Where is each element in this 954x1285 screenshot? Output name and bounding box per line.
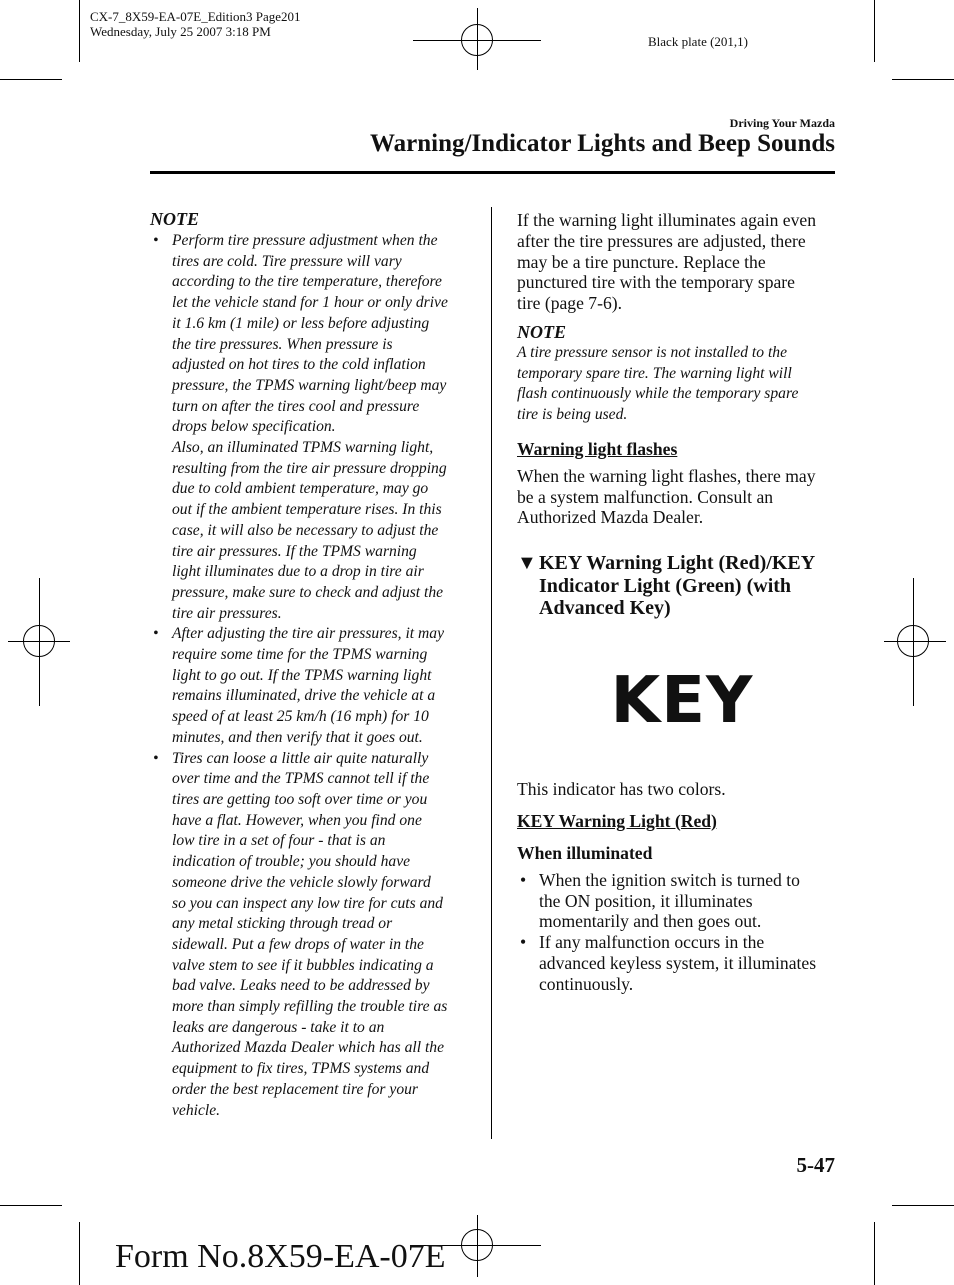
note-bullet-list	[150, 231, 475, 1121]
bullet-line: sidewall. Put a few drops of water in the	[172, 935, 424, 953]
text-line: A tire pressure sensor is not installed to the	[517, 343, 787, 361]
spare-tire-note	[517, 343, 847, 426]
bullet-line: have a flat. However, when you find one	[172, 811, 422, 829]
bullet-line: After adjusting the tire air pressures, it may	[172, 625, 445, 643]
text-line: tire (page 7-6).	[517, 293, 623, 314]
note-title-right: NOTE	[517, 321, 566, 342]
text-line: after the tire pressures are adjusted, there	[517, 230, 806, 251]
key-section-heading	[517, 552, 847, 620]
text-line: punctured tire with the temporary spare	[517, 272, 795, 293]
flash-heading: Warning light flashes	[517, 438, 678, 459]
bullet-line: momentarily and then goes out.	[539, 911, 762, 932]
text-line: may be a tire puncture. Replace the	[517, 251, 766, 272]
text-line: KEY Warning Light (Red)/KEY	[539, 552, 816, 575]
bullet-line: Also, an illuminated TPMS warning light,	[172, 439, 434, 457]
bullet-line: light to go out. If the TPMS warning light	[172, 666, 432, 684]
bullet-line: over time and the TPMS cannot tell if the	[172, 770, 430, 788]
bullet-item	[150, 749, 475, 1122]
text-line: tire is being used.	[517, 406, 628, 424]
text-line: When the warning light flashes, there may	[517, 465, 816, 486]
form-number: Form No.8X59-EA-07E	[115, 1238, 446, 1275]
print-date-line: Wednesday, July 25 2007 3:18 PM	[90, 24, 271, 39]
red-light-heading: KEY Warning Light (Red)	[517, 810, 717, 831]
bullet-line: out if the ambient temperature rises. In this	[172, 501, 442, 519]
page-title: Warning/Indicator Lights and Beep Sounds	[370, 130, 835, 157]
bullet-line: the ON position, it illuminates	[539, 890, 753, 911]
left-column	[150, 209, 475, 1121]
header-rule	[150, 171, 835, 174]
key-warning-icon: KEY	[610, 663, 754, 738]
bullet-line: so you can inspect any low tire for cuts and	[172, 894, 443, 912]
text-line: be a system malfunction. Consult an	[517, 486, 774, 507]
plate-label: Black plate (201,1)	[648, 34, 748, 49]
bullet-line: more than simply refilling the trouble tire as	[172, 998, 448, 1016]
text-line: Indicator Light (Green) (with	[539, 574, 792, 597]
bullet-line: indication of trouble; you should have	[172, 853, 411, 871]
bullet-line: remains illuminated, drive the vehicle at a	[172, 687, 436, 705]
bullet-line: tire air pressures. If the TPMS warning	[172, 542, 417, 560]
bullet-line: low tire in a set of four - that is an	[172, 832, 386, 850]
bullet-line: Authorized Mazda Dealer which has all the	[172, 1039, 444, 1057]
bullet-icon: •	[520, 869, 527, 890]
bullet-line: it 1.6 km (1 mile) or less before adjusting	[172, 314, 430, 332]
bullet-line: advanced keyless system, it illuminates	[539, 952, 817, 973]
bullet-icon: •	[153, 625, 159, 643]
bullet-line: vehicle.	[172, 1101, 221, 1119]
two-colors-text: This indicator has two colors.	[517, 778, 726, 799]
bullet-line: speed of at least 25 km/h (16 mph) for 10	[172, 708, 429, 726]
bullet-line: minutes, and then verify that it goes out.	[172, 728, 423, 746]
bullet-line: let the vehicle stand for 1 hour or only drive	[172, 294, 448, 312]
bullet-item	[150, 624, 475, 748]
right-column	[517, 210, 847, 995]
bullet-line: drops below specification.	[172, 418, 336, 436]
bullet-line: pressure, make sure to check and adjust the	[172, 583, 444, 601]
flash-paragraph	[517, 466, 847, 528]
print-file-info	[90, 9, 301, 39]
text-line: Advanced Key)	[539, 597, 671, 620]
print-file-line: CX-7_8X59-EA-07E_Edition3 Page201	[90, 9, 301, 24]
text-line: flash continuously while the temporary spare	[517, 385, 799, 403]
bullet-line: Perform tire pressure adjustment when the	[172, 232, 438, 249]
bullet-line: require some time for the TPMS warning	[172, 646, 428, 664]
section-triangle-icon: ▼	[517, 552, 537, 575]
bullet-icon: •	[153, 232, 159, 249]
bullet-line: leaks are dangerous - take it to an	[172, 1018, 385, 1036]
page-number: 5-47	[796, 1153, 835, 1177]
bullet-line: light illuminates due to a drop in tire air	[172, 563, 424, 581]
bullet-item	[150, 231, 475, 624]
bullet-line: the tire pressures. When pressure is	[172, 335, 393, 353]
intro-paragraph	[517, 210, 847, 314]
bullet-line: If any malfunction occurs in the	[539, 932, 765, 953]
section-heading-text	[539, 552, 847, 620]
bullet-line: continuously.	[539, 973, 634, 994]
bullet-line: tires are getting too soft over time or you	[172, 790, 428, 808]
bullet-line: Tires can loose a little air quite naturally	[172, 749, 429, 767]
text-line: If the warning light illuminates again even	[517, 210, 817, 230]
text-line: temporary spare tire. The warning light will	[517, 364, 792, 382]
bullet-item	[517, 870, 847, 932]
bullet-line: turn on after the tires cool and pressure	[172, 397, 420, 415]
bullet-line: When the ignition switch is turned to	[539, 869, 800, 890]
when-illuminated-heading: When illuminated	[517, 842, 653, 863]
bullet-line: due to cold ambient temperature, may go	[172, 480, 429, 498]
bullet-line: adjusted on hot tires to the cold inflation	[172, 356, 426, 374]
bullet-icon: •	[520, 932, 527, 953]
note-title: NOTE	[150, 209, 199, 229]
text-line: Authorized Mazda Dealer.	[517, 507, 704, 528]
bullet-line: according to the tire temperature, therefore	[172, 273, 442, 291]
bullet-icon: •	[153, 749, 159, 767]
bullet-line: order the best replacement tire for your	[172, 1080, 418, 1098]
illuminated-bullet-list	[517, 870, 847, 995]
bullet-item	[517, 932, 847, 994]
bullet-line: valve stem to see if it bubbles indicating a	[172, 956, 434, 974]
column-divider	[491, 207, 492, 1139]
section-label: Driving Your Mazda	[729, 116, 835, 130]
bullet-line: any metal sticking through tread or	[172, 915, 393, 933]
bullet-line: tires are cold. Tire pressure will vary	[172, 252, 402, 270]
bullet-line: case, it will also be necessary to adjust the	[172, 521, 439, 539]
bullet-line: bad valve. Leaks need to be addressed by	[172, 977, 430, 995]
bullet-line: resulting from the tire air pressure dropping	[172, 459, 447, 477]
bullet-line: tire air pressures.	[172, 604, 282, 622]
bullet-line: equipment to fix tires, TPMS systems and	[172, 1060, 430, 1078]
bullet-line: pressure, the TPMS warning light/beep may	[172, 376, 447, 394]
bullet-line: someone drive the vehicle slowly forward	[172, 873, 431, 891]
